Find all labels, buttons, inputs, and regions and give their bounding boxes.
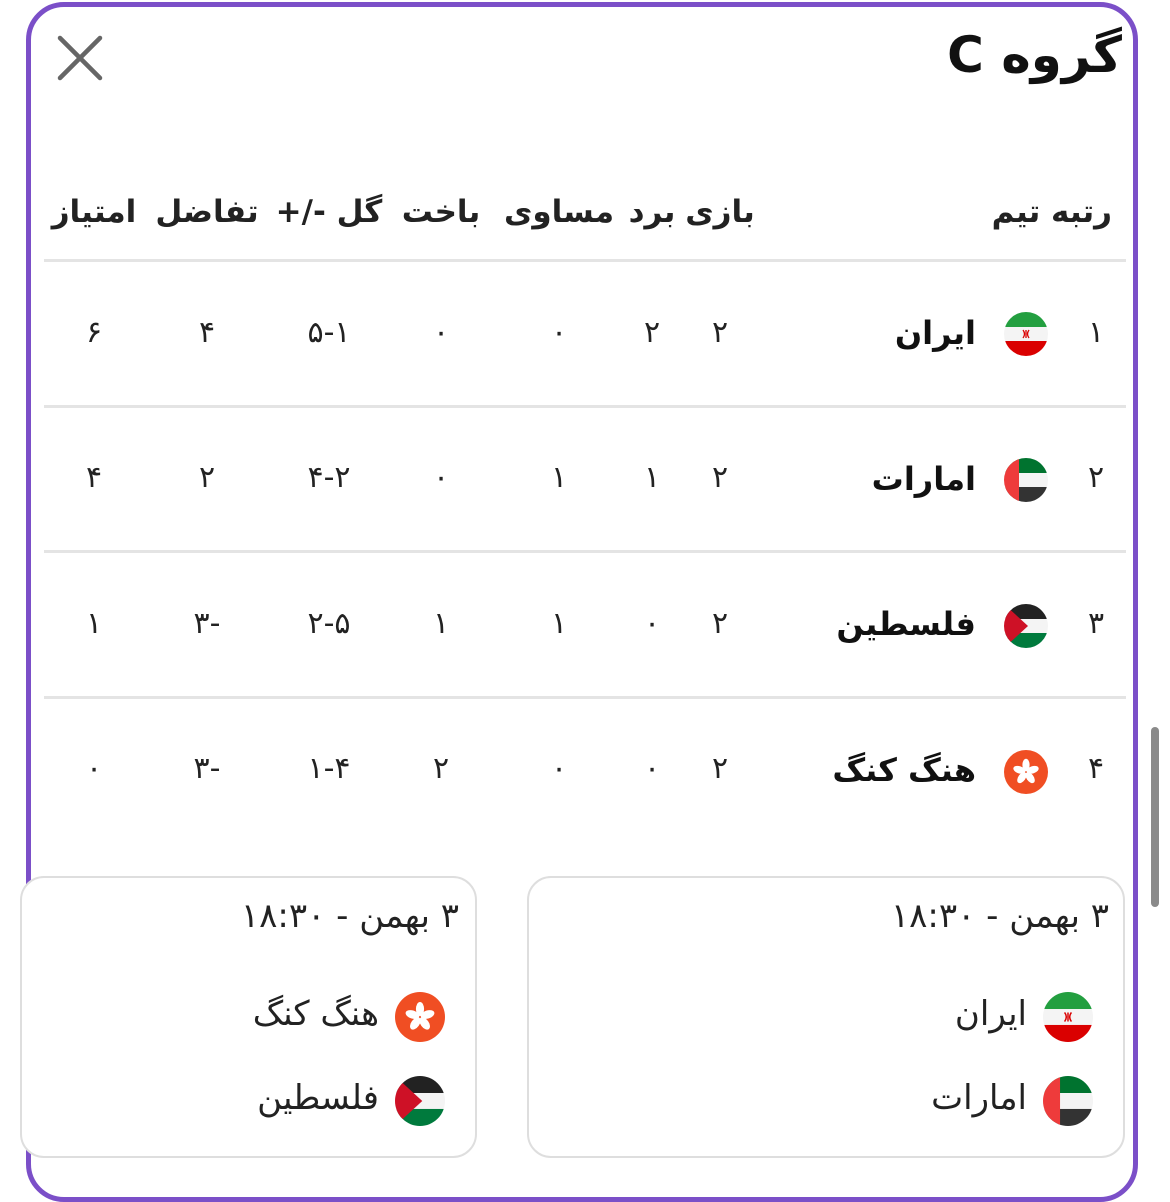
- away-team: امارات: [931, 1078, 1027, 1118]
- goals: ۵-۱: [307, 315, 351, 350]
- close-icon[interactable]: [56, 34, 104, 82]
- match-time: ۳ بهمن - ۱۸:۳۰: [890, 896, 1109, 936]
- points: ۱: [85, 606, 103, 641]
- divider: [44, 550, 1126, 553]
- goal-difference: -۳: [193, 606, 221, 641]
- group-title: گروه C: [947, 26, 1122, 84]
- match-card[interactable]: [527, 876, 1125, 1158]
- rank: ۳: [1087, 606, 1105, 641]
- header-lost: باخت: [401, 194, 481, 230]
- goal-difference: ۴: [198, 315, 216, 350]
- played: ۲: [711, 751, 729, 786]
- lost: ۰: [432, 315, 450, 350]
- goals: ۲-۵: [307, 606, 351, 641]
- goals: ۴-۲: [307, 460, 351, 495]
- palestine-flag-icon: [395, 1076, 445, 1126]
- palestine-flag-icon: [1004, 604, 1048, 648]
- lost: ۱: [432, 606, 450, 641]
- scrollbar[interactable]: [1151, 727, 1159, 907]
- drawn: ۱: [550, 460, 568, 495]
- header-goals: گل -/+: [275, 194, 383, 230]
- header-won: برد: [628, 194, 676, 230]
- iran-flag-icon: [1043, 992, 1093, 1042]
- won: ۰: [643, 751, 661, 786]
- lost: ۲: [432, 751, 450, 786]
- played: ۲: [711, 460, 729, 495]
- header-drawn: مساوی: [503, 194, 615, 230]
- home-team: هنگ کنگ: [252, 994, 379, 1034]
- drawn: ۱: [550, 606, 568, 641]
- hong-kong-flag-icon: [395, 992, 445, 1042]
- drawn: ۰: [550, 751, 568, 786]
- match-time: ۳ بهمن - ۱۸:۳۰: [240, 896, 459, 936]
- divider: [44, 405, 1126, 408]
- points: ۶: [85, 315, 103, 350]
- home-team: ایران: [954, 994, 1027, 1034]
- goal-difference: ۲: [198, 460, 216, 495]
- points: ۴: [85, 460, 103, 495]
- won: ۱: [643, 460, 661, 495]
- team-name: هنگ کنگ: [832, 751, 976, 789]
- away-team: فلسطین: [257, 1078, 379, 1118]
- goals: ۱-۴: [307, 751, 351, 786]
- divider: [44, 696, 1126, 699]
- rank: ۲: [1087, 460, 1105, 495]
- header-points: امتیاز: [51, 194, 137, 230]
- played: ۲: [711, 606, 729, 641]
- drawn: ۰: [550, 315, 568, 350]
- team-name: ایران: [894, 314, 976, 352]
- rank: ۱: [1087, 315, 1105, 350]
- rank: ۴: [1087, 751, 1105, 786]
- won: ۲: [643, 315, 661, 350]
- lost: ۰: [432, 460, 450, 495]
- points: ۰: [85, 751, 103, 786]
- uae-flag-icon: [1043, 1076, 1093, 1126]
- header-team: رتبه تیم: [991, 194, 1112, 230]
- played: ۲: [711, 315, 729, 350]
- goal-difference: -۳: [193, 751, 221, 786]
- hong-kong-flag-icon: [1004, 750, 1048, 794]
- divider: [44, 259, 1126, 262]
- header-diff: تفاضل: [155, 194, 259, 230]
- iran-flag-icon: [1004, 312, 1048, 356]
- team-name: امارات: [871, 460, 976, 498]
- header-played: بازی: [685, 194, 755, 230]
- won: ۰: [643, 606, 661, 641]
- team-name: فلسطین: [836, 605, 976, 643]
- uae-flag-icon: [1004, 458, 1048, 502]
- match-card[interactable]: [20, 876, 477, 1158]
